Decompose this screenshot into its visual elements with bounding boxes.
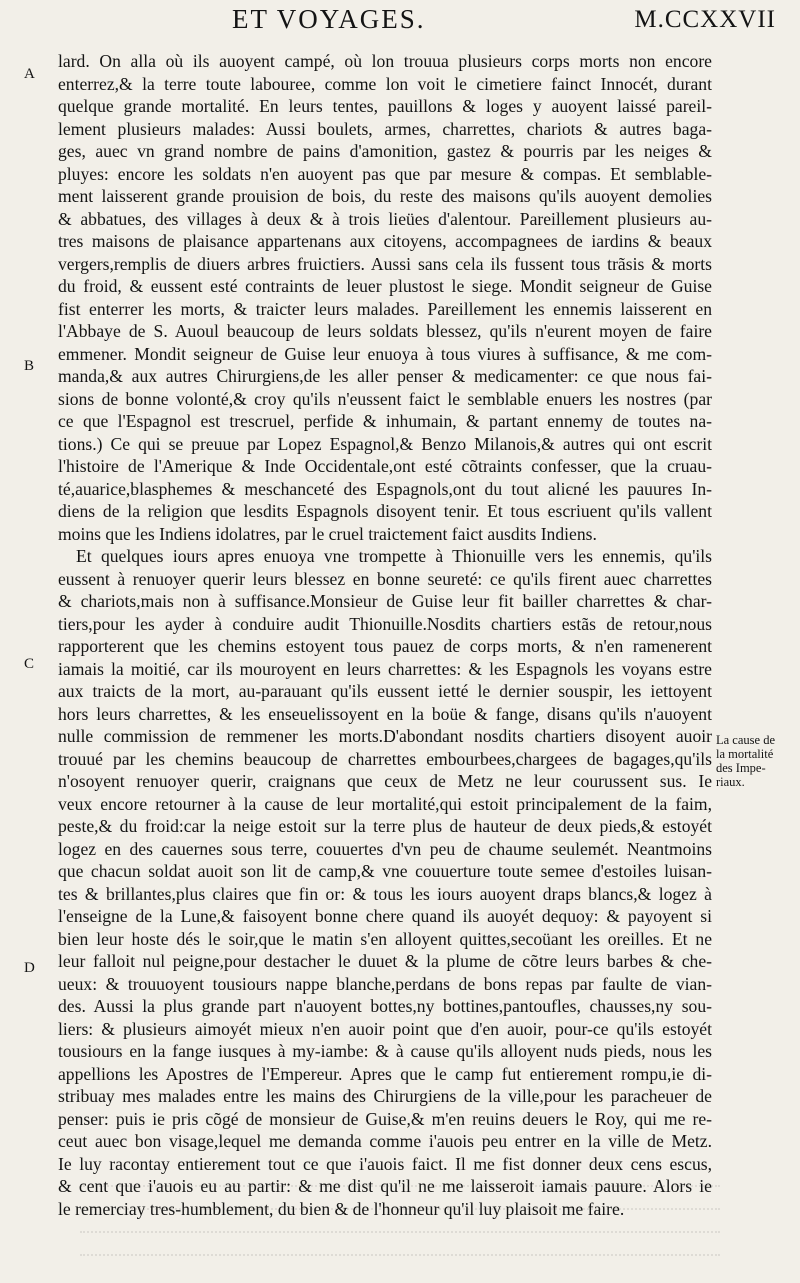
text-line: ce que l'Espagnol est trescruel, perfide & inhumain, & partant ennemy de toutes na- [58,411,712,431]
text-line: eussent à renuoyer querir leurs blessez en bonne seureté: ce qu'ils firent auec charrettes [58,568,712,589]
text-line: nulle commission de remmener les morts.D'abondant nosdits chartiers disoyent auoir [58,726,712,746]
text-line: n'osoyent renuoyer querir, craignans que ceux de Metz ne leur courussent sus. Ie [58,771,712,791]
text-line: tousiours en la fange iusques à my-iambe: & à cause qu'ils alloyent nuds pieds, nous les [58,1041,712,1061]
text-line: penser: puis ie pris cõgé de monsieur de Guise,& m'en reuins deuers le Roy, qui me re- [58,1108,712,1129]
text-line: tres maisons de plaisance appartenans aux citoyens, accompagnees de iardins & beaux [58,231,712,251]
text-line: aux traicts de la mort, au-parauant qu'ils eussent ietté le dernier souspir, les iettoyent [58,681,712,701]
side-note [716,733,796,789]
text-line: & chariots,mais non à suffisance.Monsieur de Guise leur fit bailler charrettes & char- [58,591,712,611]
text-line: tiers,pour les ayder à conduire audit Thionuille.Nosdits chartiers estãs de retour,nous [58,613,712,634]
side-note-line: des Impe- [716,761,766,775]
body-text [58,50,712,1220]
running-title: ET VOYAGES. [232,4,426,34]
text-line: iamais la moitié, car ils mouroyent en leurs charrettes: & les Espagnols les voyans estre [58,658,712,679]
text-line: tes & brillantes,plus claires que fin or: & tous les iours auoyent draps blancs,& logez à [58,883,712,904]
text-line: lard. On alla où ils auoyent campé, où lon trouua plusieurs corps morts non encore [58,51,712,71]
text-line: ueux: & trouuoyent tousiours nappe blanche,perdans de bons repas par faulte de vian- [58,973,712,994]
text-line: emmener. Mondit seigneur de Guise leur enuoya à tous viures à suffisance, & me com- [58,343,712,364]
text-line: pluyes: encore les soldats n'en auoyent pas que par mesure & compas. Et semblable- [58,163,712,184]
text-line: ges, auec vn grand nombre de pains d'amonition, gastez & pourris par les neiges & [58,141,712,161]
margin-letter-c: C [24,656,35,672]
text-line: tions.) Ce qui se preuue par Lopez Espagnol,& Benzo Milanois,& autres qui ont escrit [58,433,712,454]
text-line: leur falloit nul peigne,pour destacher le duuet & la plume de cõtre leurs barbes & che- [58,951,712,971]
text-line: appellions les Apostres de l'Empereur. Apres que le camp fut entierement rompu,ie di- [58,1063,712,1084]
text-line: diens de la religion que lesdits Espagnols disoyent tenir. Et tous escriuent qu'ils vallent [58,501,712,521]
text-line: le remerciay tres-humblement, du bien & de l'honneur qu'il luy plaisoit me faire. [58,1198,625,1219]
folio-number: M.CCXXVII [634,6,776,33]
text-line: stribuay mes malades entre les mains des Chirurgiens de la ville,pour les paracheuer de [58,1086,712,1106]
text-line: & cent que i'auois eu au partir: & me dist qu'il ne me laisseroit iamais pauure. Alors ie [58,1176,712,1196]
text-line: l'enseigne de la Lune,& faisoyent bonne chere quand ils auoyét dequoy: & payoyent si [58,906,712,926]
text-line: fist enterrer les morts, & traicter leurs malades. Pareillement les ennemis laisserent en [58,298,712,319]
side-note-line: riaux. [716,775,745,789]
text-line: des. Aussi la plus grande part n'auoyent bottes,ny bottines,pantoufles, chausses,ny sou- [58,996,712,1016]
text-line: vergers,remplis de diuers arbres fruictiers. Aussi sans cela ils fussent tous trãsis & morts [58,253,712,274]
text-line: du froid, & eussent esté contraints de leuer plustost le siege. Mondit seigneur de Guise [58,276,712,296]
text-line: hors leurs charrettes, & les enseuelissoyent en la boüe & fange, disans qu'ils n'auoyent [58,703,712,724]
text-line: ceut auec bon visage,lequel me demanda comme i'auois peu entrer en la ville de Metz. [58,1131,712,1151]
text-line: logez en des cauernes sous terre, couuertes d'vn peu de chaume seulemét. Neantmoins [58,838,712,859]
margin-letter-b: B [24,358,35,374]
side-note-line: La cause de [716,733,775,747]
text-line: ment laisserent grande prouision de bois, du reste des maisons qu'ils auoyent demolies [58,186,712,206]
text-line: lement plusieurs malades: Aussi boulets, armes, charrettes, chariots & autres baga- [58,118,712,139]
text-line: enterrez,& la terre toute labouree, comme lon voit le cimetiere fainct Innocét, durant [58,73,712,94]
margin-letter-d: D [24,960,35,976]
text-line: rapporterent que les chemins estoyent tous pauez de corps morts, & n'en ramenerent [58,636,712,656]
text-line: l'Abbaye de S. Auoul beaucoup de leurs soldats blessez, qu'ils n'eurent moyen de faire [58,321,712,341]
running-head [0,4,800,40]
side-note-line: la mortalité [716,747,774,761]
text-line: l'histoire de l'Amerique & Inde Occidentale,ont esté cõtraints confesser, que la cruau- [58,456,712,476]
text-line: que chacun soldat auoit son lit de camp,& vne couuerture toute semee d'estoiles luisan- [58,861,712,881]
text-line: té,auarice,blasphemes & meschanceté des Espagnols,ont du tout alієné les pauures In- [58,478,712,499]
text-line: veux encore retourner à la cause de leur mortalité,qui estoit principalement de la faim, [58,793,712,814]
text-line: liers: & plusieurs aimoyét mieux n'en auoir point que d'en auoir, pour-ce qu'ils estoyét [58,1018,712,1039]
text-line: manda,& aux autres Chirurgiens,de les aller penser & medicamenter: ce que nous fai- [58,366,712,386]
text-line: bien leur hoste dés le soir,que le matin s'en alloyent quittes,secoüant les oreilles. Et ne [58,928,712,949]
paragraph-start-line: Et quelques iours apres enuoya vne trompette à Thionuille vers les ennemis, qu'ils [76,546,712,566]
text-line: sions de bonne volonté,& croy qu'ils n'eussent faict le semblable enuers les nostres (par [58,388,712,409]
text-line: peste,& du froid:car la neige estoit sur la terre plus de hauteur de deux pieds,& estoyét [58,816,712,836]
margin-letter-a: A [24,66,35,82]
text-line: trouué par les chemins beaucoup de charrettes embourbees,chargees de bagages,qu'ils [58,748,712,769]
text-line: & abbatues, des villages à deux & à trois lieües d'alentour. Pareillement plusieurs au- [58,208,712,229]
text-line: Ie luy racontay entierement tout ce que i'auois faict. Il me fist donner deux cens escus, [58,1153,712,1174]
show-through-text [80,1170,720,1270]
text-line: moins que les Indiens idolatres, par le cruel traictement faict ausdits Indiens. [58,523,597,544]
text-line: quelque grande mortalité. En leurs tentes, pauillons & loges y auoyent laissé pareil- [58,96,712,116]
